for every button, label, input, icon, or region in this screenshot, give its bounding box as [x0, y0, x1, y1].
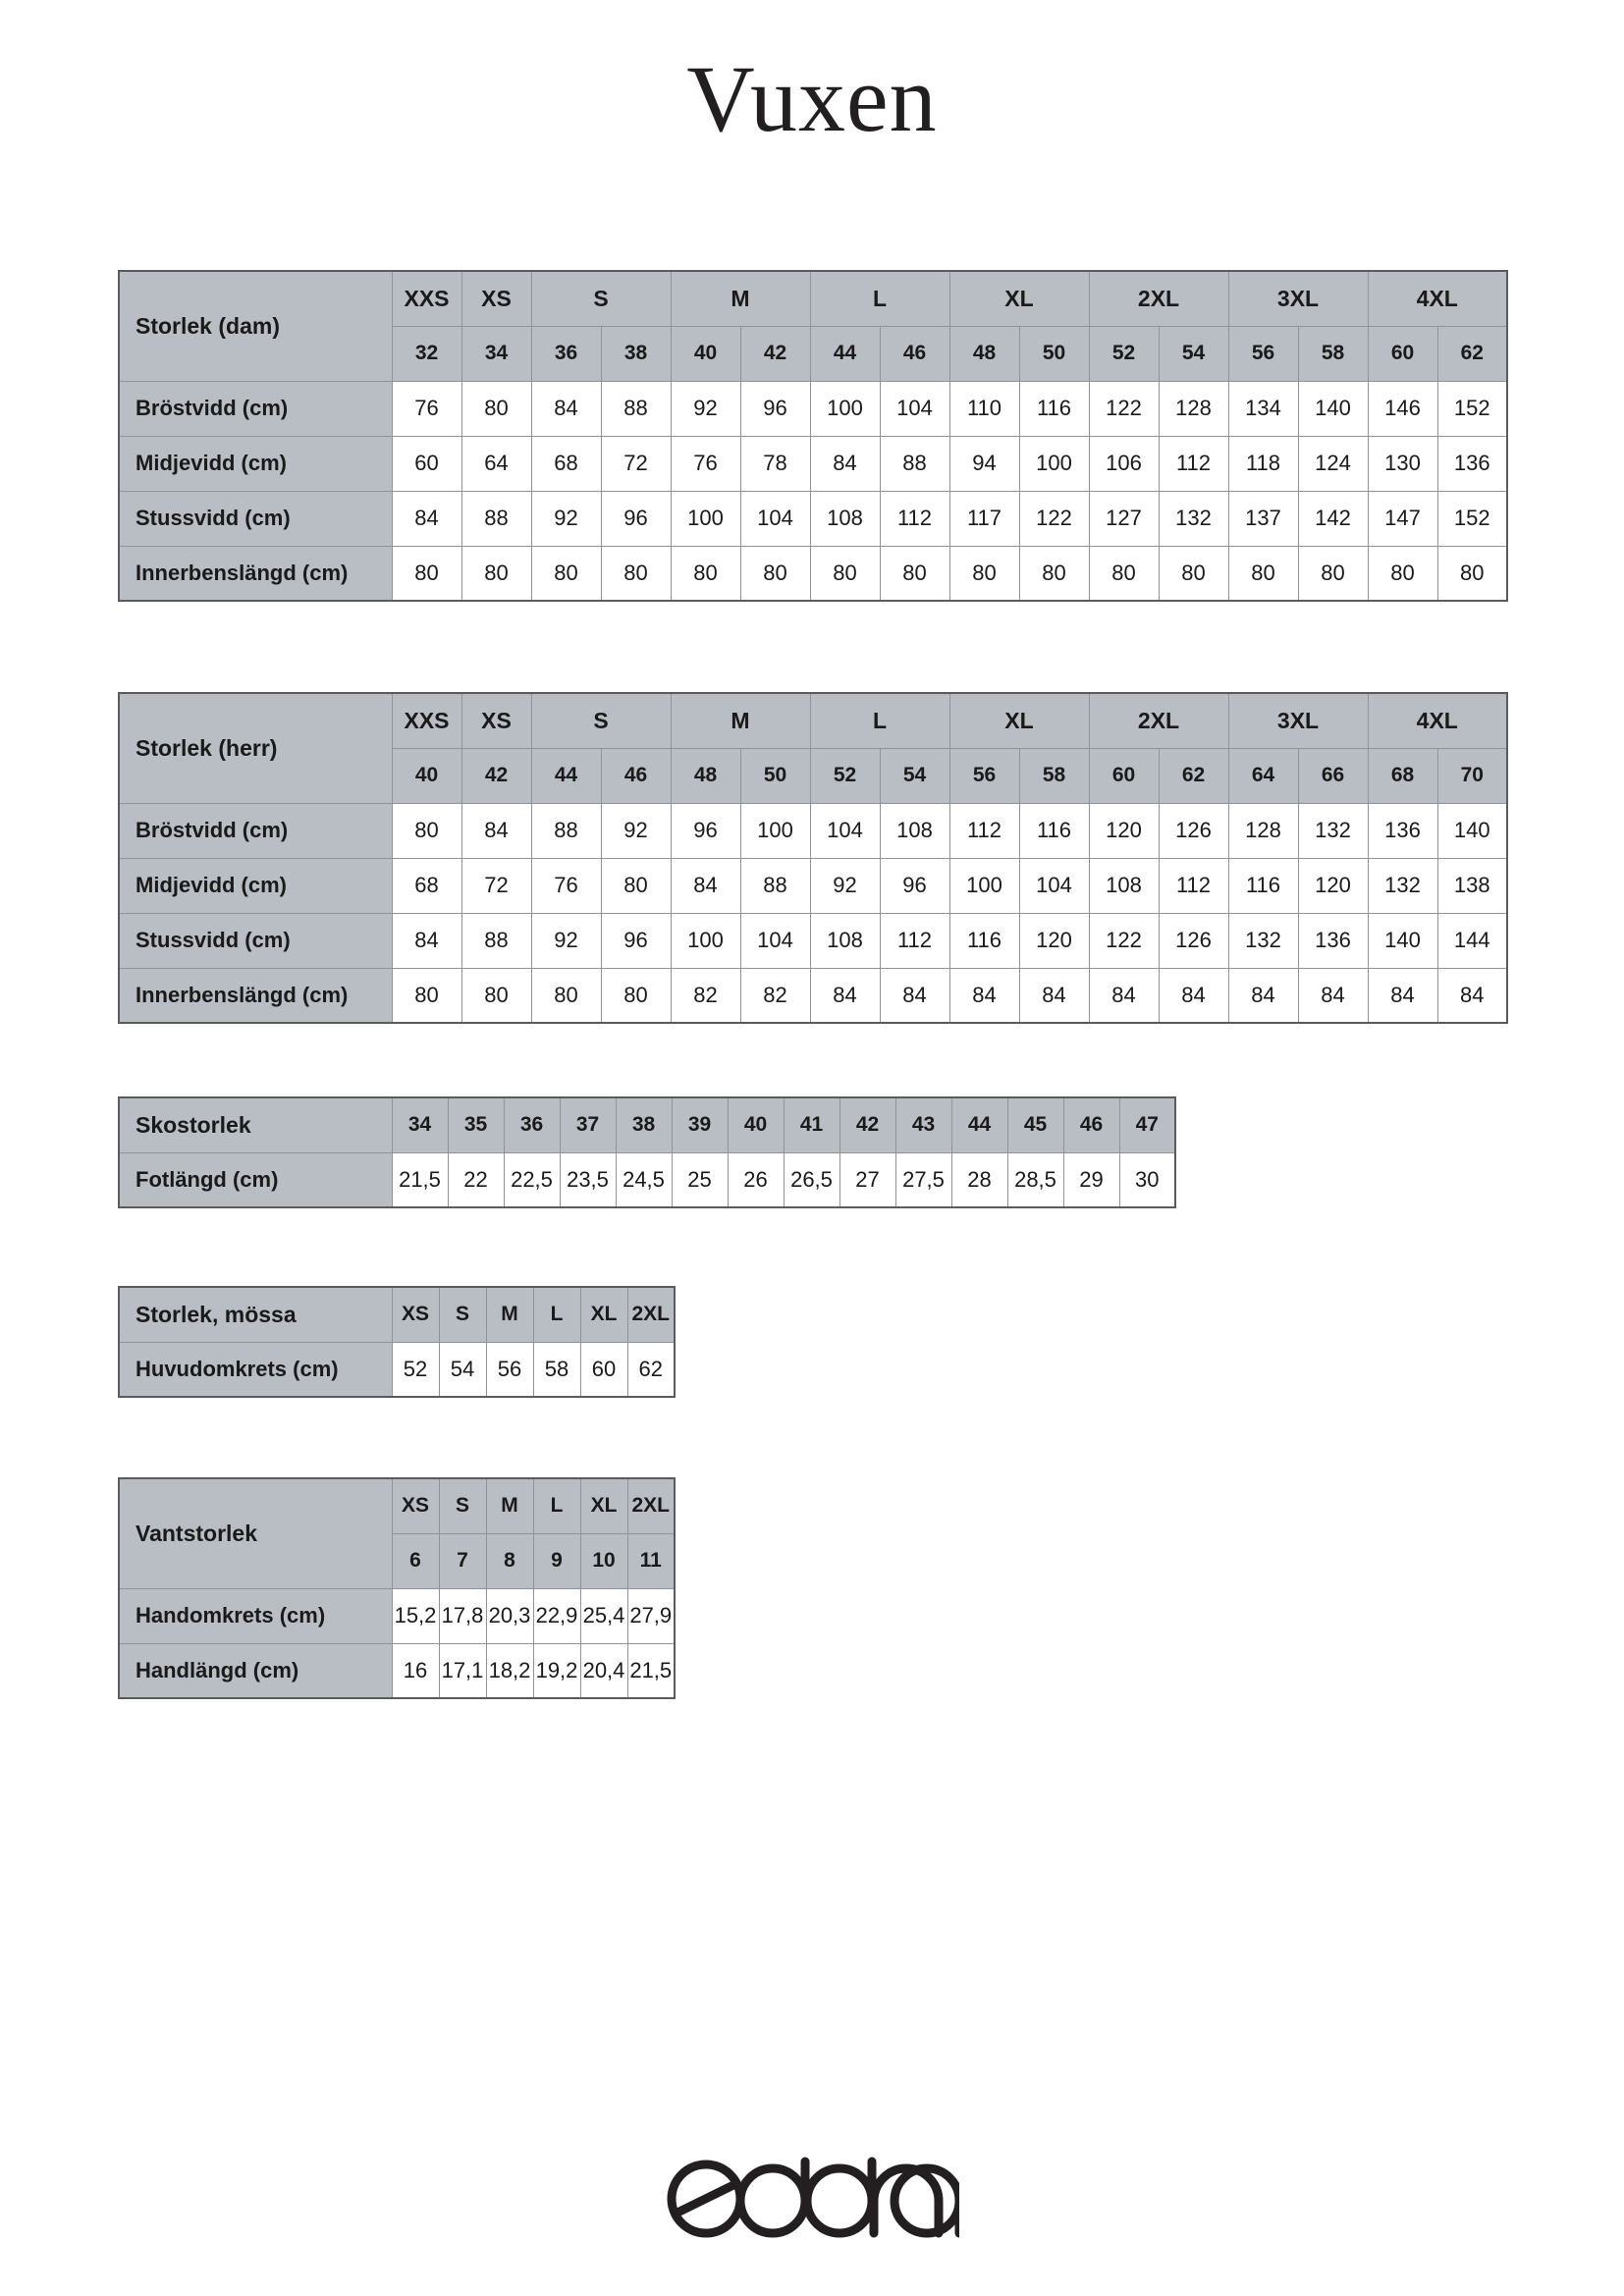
- women-cell-2-3: 96: [601, 491, 671, 546]
- women-cell-1-5: 78: [740, 436, 810, 491]
- women-size-42: 42: [740, 326, 810, 381]
- women-size-52: 52: [1089, 326, 1159, 381]
- men-group-4xl: 4XL: [1368, 693, 1507, 748]
- shoe-size-46: 46: [1063, 1097, 1119, 1152]
- women-group-s: S: [531, 271, 671, 326]
- women-cell-3-12: 80: [1228, 546, 1298, 601]
- hat-size-XS: XS: [392, 1287, 439, 1342]
- men-cell-3-3: 80: [601, 968, 671, 1023]
- table-row: [119, 546, 1507, 601]
- glove-cell-1-1: 17,1: [439, 1643, 486, 1698]
- shoe-cell-0-9: 27,5: [895, 1152, 951, 1207]
- women-row-label-0: Bröstvidd (cm): [119, 381, 392, 436]
- women-size-36: 36: [531, 326, 601, 381]
- glove-cell-0-2: 20,3: [486, 1588, 533, 1643]
- women-cell-3-9: 80: [1019, 546, 1089, 601]
- men-cell-0-13: 132: [1298, 803, 1368, 858]
- women-cell-2-7: 112: [880, 491, 949, 546]
- women-cell-0-1: 80: [461, 381, 531, 436]
- glove-cell-0-0: 15,2: [392, 1588, 439, 1643]
- women-size-50: 50: [1019, 326, 1089, 381]
- glove-numeric-size-6: 6: [392, 1533, 439, 1588]
- hat-size-table-block: [118, 1286, 676, 1398]
- women-size-48: 48: [949, 326, 1019, 381]
- women-size-60: 60: [1368, 326, 1437, 381]
- shoe-size-35: 35: [448, 1097, 504, 1152]
- hat-cell-0-1: 54: [439, 1342, 486, 1397]
- shoe-size-38: 38: [616, 1097, 672, 1152]
- women-cell-3-7: 80: [880, 546, 949, 601]
- women-cell-1-13: 124: [1298, 436, 1368, 491]
- women-cell-2-4: 100: [671, 491, 740, 546]
- men-cell-0-6: 104: [810, 803, 880, 858]
- brand-logo: [0, 2156, 1624, 2245]
- men-size-66: 66: [1298, 748, 1368, 803]
- shoe-cell-0-10: 28: [951, 1152, 1007, 1207]
- men-cell-3-8: 84: [949, 968, 1019, 1023]
- glove-letter-size-l: L: [533, 1478, 580, 1533]
- women-cell-1-2: 68: [531, 436, 601, 491]
- hat-cell-0-4: 60: [580, 1342, 627, 1397]
- hat-cell-0-3: 58: [533, 1342, 580, 1397]
- men-size-68: 68: [1368, 748, 1437, 803]
- glove-letter-size-2xl: 2XL: [627, 1478, 675, 1533]
- shoe-cell-0-0: 21,5: [392, 1152, 448, 1207]
- women-cell-2-13: 142: [1298, 491, 1368, 546]
- shoe-size-47: 47: [1119, 1097, 1175, 1152]
- shoe-size-42: 42: [839, 1097, 895, 1152]
- men-cell-2-6: 108: [810, 913, 880, 968]
- women-cell-3-10: 80: [1089, 546, 1159, 601]
- shoe-size-table: [118, 1096, 1176, 1208]
- men-cell-3-9: 84: [1019, 968, 1089, 1023]
- glove-numeric-size-10: 10: [580, 1533, 627, 1588]
- men-group-xxs: XXS: [392, 693, 461, 748]
- men-cell-2-4: 100: [671, 913, 740, 968]
- men-size-table: [118, 692, 1508, 1024]
- glove-letter-size-xs: XS: [392, 1478, 439, 1533]
- women-size-table: [118, 270, 1508, 602]
- women-cell-0-14: 146: [1368, 381, 1437, 436]
- shoe-size-36: 36: [504, 1097, 560, 1152]
- glove-numeric-size-8: 8: [486, 1533, 533, 1588]
- glove-numeric-size-7: 7: [439, 1533, 486, 1588]
- table-row: [119, 436, 1507, 491]
- women-cell-3-1: 80: [461, 546, 531, 601]
- women-cell-2-9: 122: [1019, 491, 1089, 546]
- size-header-row: [119, 1287, 675, 1342]
- women-size-58: 58: [1298, 326, 1368, 381]
- women-cell-0-15: 152: [1437, 381, 1507, 436]
- women-cell-3-6: 80: [810, 546, 880, 601]
- men-size-52: 52: [810, 748, 880, 803]
- shoe-size-43: 43: [895, 1097, 951, 1152]
- shoe-size-40: 40: [728, 1097, 784, 1152]
- men-cell-3-11: 84: [1159, 968, 1228, 1023]
- glove-cell-0-3: 22,9: [533, 1588, 580, 1643]
- men-cell-2-8: 116: [949, 913, 1019, 968]
- hat-size-S: S: [439, 1287, 486, 1342]
- men-cell-2-15: 144: [1437, 913, 1507, 968]
- women-cell-3-4: 80: [671, 546, 740, 601]
- shoe-size-table-block: [118, 1096, 1176, 1208]
- shoe-size-41: 41: [784, 1097, 839, 1152]
- hat-size-XL: XL: [580, 1287, 627, 1342]
- table-row: [119, 913, 1507, 968]
- men-cell-2-12: 132: [1228, 913, 1298, 968]
- women-group-xxs: XXS: [392, 271, 461, 326]
- women-cell-1-6: 84: [810, 436, 880, 491]
- men-cell-0-12: 128: [1228, 803, 1298, 858]
- men-cell-1-15: 138: [1437, 858, 1507, 913]
- women-size-56: 56: [1228, 326, 1298, 381]
- glove-cell-1-3: 19,2: [533, 1643, 580, 1698]
- women-cell-2-5: 104: [740, 491, 810, 546]
- women-cell-1-9: 100: [1019, 436, 1089, 491]
- men-cell-2-3: 96: [601, 913, 671, 968]
- men-cell-1-1: 72: [461, 858, 531, 913]
- men-row-label-3: Innerbenslängd (cm): [119, 968, 392, 1023]
- shoe-row-label-0: Fotlängd (cm): [119, 1152, 392, 1207]
- table-row: [119, 381, 1507, 436]
- women-size-46: 46: [880, 326, 949, 381]
- women-row-label-3: Innerbenslängd (cm): [119, 546, 392, 601]
- women-group-4xl: 4XL: [1368, 271, 1507, 326]
- women-size-38: 38: [601, 326, 671, 381]
- glove-letter-size-s: S: [439, 1478, 486, 1533]
- shoe-size-44: 44: [951, 1097, 1007, 1152]
- glove-row-label-1: Handlängd (cm): [119, 1643, 392, 1698]
- women-cell-3-3: 80: [601, 546, 671, 601]
- women-cell-0-4: 92: [671, 381, 740, 436]
- men-cell-2-10: 122: [1089, 913, 1159, 968]
- women-cell-1-1: 64: [461, 436, 531, 491]
- women-size-62: 62: [1437, 326, 1507, 381]
- men-cell-0-8: 112: [949, 803, 1019, 858]
- men-group-3xl: 3XL: [1228, 693, 1368, 748]
- men-cell-2-2: 92: [531, 913, 601, 968]
- shoe-cell-0-11: 28,5: [1007, 1152, 1063, 1207]
- shoe-cell-0-5: 25: [672, 1152, 728, 1207]
- women-cell-0-6: 100: [810, 381, 880, 436]
- men-cell-1-12: 116: [1228, 858, 1298, 913]
- women-cell-0-9: 116: [1019, 381, 1089, 436]
- men-cell-0-0: 80: [392, 803, 461, 858]
- men-cell-0-7: 108: [880, 803, 949, 858]
- women-cell-3-0: 80: [392, 546, 461, 601]
- men-cell-2-9: 120: [1019, 913, 1089, 968]
- shoe-cell-0-4: 24,5: [616, 1152, 672, 1207]
- men-cell-1-11: 112: [1159, 858, 1228, 913]
- women-cell-2-2: 92: [531, 491, 601, 546]
- men-group-s: S: [531, 693, 671, 748]
- men-row-label-0: Bröstvidd (cm): [119, 803, 392, 858]
- men-cell-1-0: 68: [392, 858, 461, 913]
- glove-cell-1-2: 18,2: [486, 1643, 533, 1698]
- women-cell-2-8: 117: [949, 491, 1019, 546]
- women-group-xs: XS: [461, 271, 531, 326]
- page-title: Vuxen: [686, 46, 938, 151]
- shoe-size-39: 39: [672, 1097, 728, 1152]
- women-cell-1-3: 72: [601, 436, 671, 491]
- hat-size-L: L: [533, 1287, 580, 1342]
- men-row-label-1: Midjevidd (cm): [119, 858, 392, 913]
- men-cell-1-5: 88: [740, 858, 810, 913]
- women-cell-3-15: 80: [1437, 546, 1507, 601]
- men-size-60: 60: [1089, 748, 1159, 803]
- women-cell-1-7: 88: [880, 436, 949, 491]
- glove-cell-1-5: 21,5: [627, 1643, 675, 1698]
- men-cell-3-10: 84: [1089, 968, 1159, 1023]
- hat-row-label-0: Huvudomkrets (cm): [119, 1342, 392, 1397]
- shoe-size-34: 34: [392, 1097, 448, 1152]
- men-cell-3-1: 80: [461, 968, 531, 1023]
- table-row: [119, 1588, 675, 1643]
- size-header-row: [119, 1097, 1175, 1152]
- men-cell-2-1: 88: [461, 913, 531, 968]
- women-cell-2-10: 127: [1089, 491, 1159, 546]
- men-size-40: 40: [392, 748, 461, 803]
- shoe-size-37: 37: [560, 1097, 616, 1152]
- glove-row-label-0: Handomkrets (cm): [119, 1588, 392, 1643]
- men-size-54: 54: [880, 748, 949, 803]
- women-cell-2-0: 84: [392, 491, 461, 546]
- women-cell-1-8: 94: [949, 436, 1019, 491]
- men-cell-3-5: 82: [740, 968, 810, 1023]
- hat-header-label: Storlek, mössa: [119, 1287, 392, 1342]
- size-group-header-row: [119, 271, 1507, 326]
- shoe-cell-0-7: 26,5: [784, 1152, 839, 1207]
- men-cell-1-8: 100: [949, 858, 1019, 913]
- women-row-label-2: Stussvidd (cm): [119, 491, 392, 546]
- hat-size-2XL: 2XL: [627, 1287, 675, 1342]
- women-size-40: 40: [671, 326, 740, 381]
- size-group-header-row: [119, 693, 1507, 748]
- shoe-cell-0-6: 26: [728, 1152, 784, 1207]
- women-cell-3-11: 80: [1159, 546, 1228, 601]
- men-cell-1-13: 120: [1298, 858, 1368, 913]
- men-cell-1-10: 108: [1089, 858, 1159, 913]
- shoe-header-label: Skostorlek: [119, 1097, 392, 1152]
- men-cell-3-0: 80: [392, 968, 461, 1023]
- hat-cell-0-2: 56: [486, 1342, 533, 1397]
- men-size-table-block: [118, 692, 1508, 1024]
- men-cell-3-12: 84: [1228, 968, 1298, 1023]
- glove-cell-1-4: 20,4: [580, 1643, 627, 1698]
- shoe-cell-0-8: 27: [839, 1152, 895, 1207]
- glove-cell-1-0: 16: [392, 1643, 439, 1698]
- table-row: [119, 491, 1507, 546]
- women-size-32: 32: [392, 326, 461, 381]
- men-cell-0-3: 92: [601, 803, 671, 858]
- women-cell-2-15: 152: [1437, 491, 1507, 546]
- men-size-56: 56: [949, 748, 1019, 803]
- men-cell-3-4: 82: [671, 968, 740, 1023]
- men-cell-3-2: 80: [531, 968, 601, 1023]
- men-size-44: 44: [531, 748, 601, 803]
- men-group-xl: XL: [949, 693, 1089, 748]
- women-size-44: 44: [810, 326, 880, 381]
- men-cell-1-4: 84: [671, 858, 740, 913]
- women-group-3xl: 3XL: [1228, 271, 1368, 326]
- women-cell-1-15: 136: [1437, 436, 1507, 491]
- hat-cell-0-0: 52: [392, 1342, 439, 1397]
- glove-cell-0-1: 17,8: [439, 1588, 486, 1643]
- men-cell-3-7: 84: [880, 968, 949, 1023]
- eddna-logo-icon: [665, 2156, 959, 2240]
- women-cell-0-0: 76: [392, 381, 461, 436]
- men-size-42: 42: [461, 748, 531, 803]
- men-cell-0-15: 140: [1437, 803, 1507, 858]
- women-cell-0-13: 140: [1298, 381, 1368, 436]
- men-row-label-2: Stussvidd (cm): [119, 913, 392, 968]
- shoe-cell-0-2: 22,5: [504, 1152, 560, 1207]
- women-cell-0-2: 84: [531, 381, 601, 436]
- table-row: [119, 1643, 675, 1698]
- men-cell-2-0: 84: [392, 913, 461, 968]
- hat-size-M: M: [486, 1287, 533, 1342]
- shoe-cell-0-12: 29: [1063, 1152, 1119, 1207]
- men-cell-2-11: 126: [1159, 913, 1228, 968]
- table-row: [119, 1342, 675, 1397]
- women-cell-3-5: 80: [740, 546, 810, 601]
- men-cell-3-6: 84: [810, 968, 880, 1023]
- women-cell-1-4: 76: [671, 436, 740, 491]
- women-cell-1-0: 60: [392, 436, 461, 491]
- shoe-cell-0-3: 23,5: [560, 1152, 616, 1207]
- glove-cell-0-5: 27,9: [627, 1588, 675, 1643]
- glove-letter-size-m: M: [486, 1478, 533, 1533]
- shoe-size-45: 45: [1007, 1097, 1063, 1152]
- women-cell-3-14: 80: [1368, 546, 1437, 601]
- men-size-62: 62: [1159, 748, 1228, 803]
- women-cell-1-14: 130: [1368, 436, 1437, 491]
- women-cell-0-11: 128: [1159, 381, 1228, 436]
- women-cell-0-8: 110: [949, 381, 1019, 436]
- men-cell-0-1: 84: [461, 803, 531, 858]
- table-row: [119, 803, 1507, 858]
- men-cell-1-6: 92: [810, 858, 880, 913]
- men-cell-3-14: 84: [1368, 968, 1437, 1023]
- women-cell-3-2: 80: [531, 546, 601, 601]
- men-cell-3-13: 84: [1298, 968, 1368, 1023]
- men-cell-1-14: 132: [1368, 858, 1437, 913]
- men-size-46: 46: [601, 748, 671, 803]
- women-cell-1-12: 118: [1228, 436, 1298, 491]
- men-cell-2-14: 140: [1368, 913, 1437, 968]
- women-corner-label: Storlek (dam): [119, 271, 392, 381]
- women-group-m: M: [671, 271, 810, 326]
- women-cell-0-3: 88: [601, 381, 671, 436]
- letter-size-header-row: [119, 1478, 675, 1533]
- glove-numeric-size-11: 11: [627, 1533, 675, 1588]
- men-cell-3-15: 84: [1437, 968, 1507, 1023]
- women-size-54: 54: [1159, 326, 1228, 381]
- men-cell-0-10: 120: [1089, 803, 1159, 858]
- shoe-cell-0-13: 30: [1119, 1152, 1175, 1207]
- men-cell-1-2: 76: [531, 858, 601, 913]
- men-size-50: 50: [740, 748, 810, 803]
- shoe-cell-0-1: 22: [448, 1152, 504, 1207]
- men-cell-1-9: 104: [1019, 858, 1089, 913]
- men-group-xs: XS: [461, 693, 531, 748]
- women-cell-2-1: 88: [461, 491, 531, 546]
- table-row: [119, 1152, 1175, 1207]
- hat-size-table: [118, 1286, 676, 1398]
- men-corner-label: Storlek (herr): [119, 693, 392, 803]
- men-cell-0-9: 116: [1019, 803, 1089, 858]
- women-cell-2-14: 147: [1368, 491, 1437, 546]
- women-cell-3-8: 80: [949, 546, 1019, 601]
- men-cell-0-2: 88: [531, 803, 601, 858]
- men-group-m: M: [671, 693, 810, 748]
- women-group-l: L: [810, 271, 949, 326]
- glove-size-table: [118, 1477, 676, 1699]
- men-group-l: L: [810, 693, 949, 748]
- men-size-64: 64: [1228, 748, 1298, 803]
- men-cell-0-4: 96: [671, 803, 740, 858]
- hat-cell-0-5: 62: [627, 1342, 675, 1397]
- table-row: [119, 968, 1507, 1023]
- men-group-2xl: 2XL: [1089, 693, 1228, 748]
- men-cell-2-5: 104: [740, 913, 810, 968]
- men-size-70: 70: [1437, 748, 1507, 803]
- glove-letter-size-xl: XL: [580, 1478, 627, 1533]
- glove-corner-label: Vantstorlek: [119, 1478, 392, 1588]
- table-row: [119, 858, 1507, 913]
- women-group-2xl: 2XL: [1089, 271, 1228, 326]
- women-cell-2-11: 132: [1159, 491, 1228, 546]
- men-cell-0-5: 100: [740, 803, 810, 858]
- men-cell-0-14: 136: [1368, 803, 1437, 858]
- women-cell-1-11: 112: [1159, 436, 1228, 491]
- women-size-table-block: [118, 270, 1508, 602]
- men-cell-1-3: 80: [601, 858, 671, 913]
- men-size-48: 48: [671, 748, 740, 803]
- men-size-58: 58: [1019, 748, 1089, 803]
- women-cell-0-12: 134: [1228, 381, 1298, 436]
- glove-numeric-size-9: 9: [533, 1533, 580, 1588]
- glove-size-table-block: [118, 1477, 676, 1699]
- women-group-xl: XL: [949, 271, 1089, 326]
- men-cell-1-7: 96: [880, 858, 949, 913]
- women-cell-3-13: 80: [1298, 546, 1368, 601]
- women-cell-1-10: 106: [1089, 436, 1159, 491]
- glove-cell-0-4: 25,4: [580, 1588, 627, 1643]
- men-cell-2-13: 136: [1298, 913, 1368, 968]
- women-cell-2-12: 137: [1228, 491, 1298, 546]
- women-cell-0-5: 96: [740, 381, 810, 436]
- men-cell-2-7: 112: [880, 913, 949, 968]
- women-cell-2-6: 108: [810, 491, 880, 546]
- women-row-label-1: Midjevidd (cm): [119, 436, 392, 491]
- men-cell-0-11: 126: [1159, 803, 1228, 858]
- women-cell-0-10: 122: [1089, 381, 1159, 436]
- women-size-34: 34: [461, 326, 531, 381]
- women-cell-0-7: 104: [880, 381, 949, 436]
